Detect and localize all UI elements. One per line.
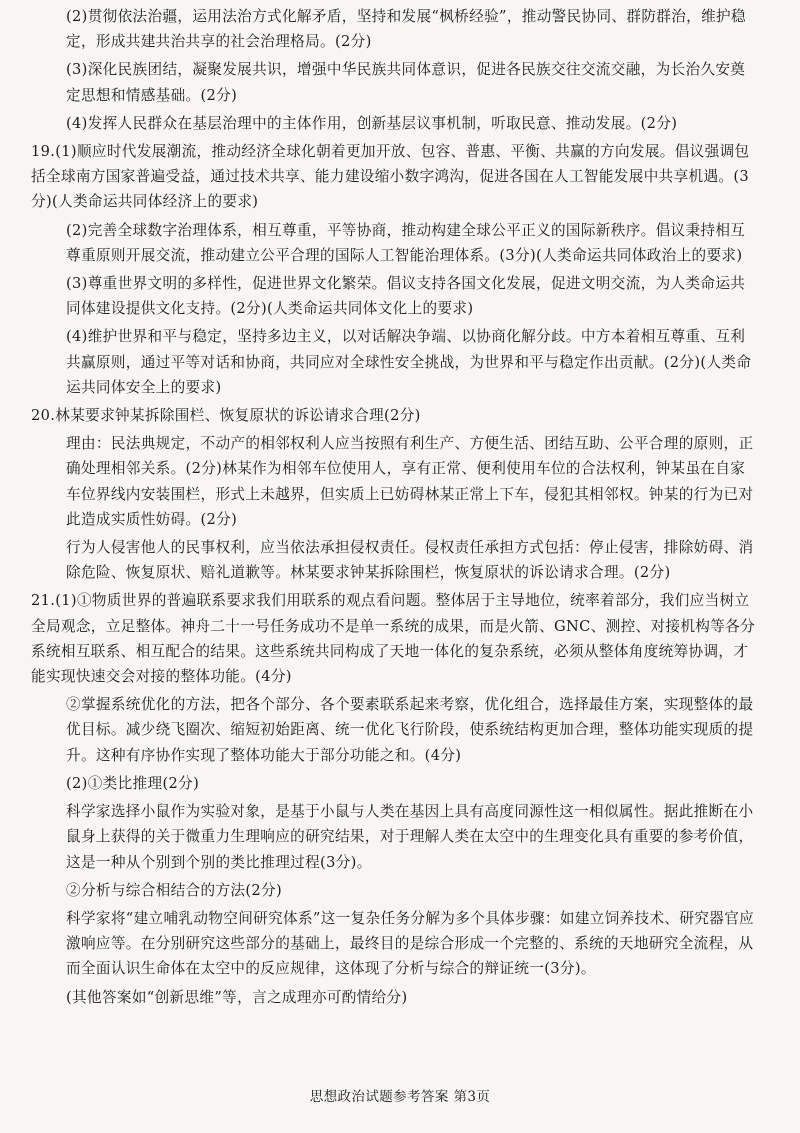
answer-paragraph: (3)深化民族团结，凝聚发展共识，增强中华民族共同体意识，促进各民族交往交流交融，为长治久安奠定思想和情感基础。(2分) (66, 61, 746, 104)
answer-paragraph: 科学家选择小鼠作为实验对象，是基于小鼠与人类在基因上具有高度同源性这一相似属性。据此推断在小鼠身上获得的关于微重力生理响应的研究结果，对于理解人类在太空中的生理变化具有重要的参考价值，这是一种从个别到个别的类比推理过程(3分)。 (66, 803, 754, 871)
answer-paragraph: (2)完善全球数字治理体系，相互尊重，平等协商，推动构建全球公平正义的国际新秩序。倡议秉持相互尊重原则开展交流，推动建立公平合理的国际人工智能治理体系。(3分)(人类命运共同体政治上的要求) (66, 221, 746, 264)
answer-paragraph: 科学家将“建立哺乳动物空间研究体系”这一复杂任务分解为多个具体步骤：如建立饲养技术、研究器官应激响应等。在分别研究这些部分的基础上，最终目的是综合形成一个完整的、系统的天地研究全流程，从而全面认识生命体在太空中的反应规律，这体现了分析与综合的辩证统一(3分)。 (66, 909, 755, 978)
answer-paragraph: 20.林某要求钟某拆除围栏、恢复原状的诉讼请求合理(2分) (31, 407, 421, 425)
answer-paragraph: (2)①类比推理(2分) (66, 774, 200, 792)
answer-paragraph: 19.(1)顺应时代发展潮流，推动经济全球化朝着更加开放、包容、普惠、平衡、共赢的方向发展。倡议强调包括全球南方国家普遍受益，通过技术共享、能力建设缩小数字鸿沟，促进各国在人工智能发展中共享机遇。(3分)(人类命运共同体经济上的要求) (31, 143, 750, 211)
answer-paragraph: (其他答案如“创新思维”等，言之成理亦可酌情给分) (66, 988, 408, 1006)
answer-body (0, 4, 800, 1010)
answer-paragraph: ②掌握系统优化的方法，把各个部分、各个要素联系起来考察，优化组合，选择最佳方案，实现整体的最优目标。减少绕飞圈次、缩短初始距离、统一优化飞行阶段，使系统结构更加合理，整体功能实现质的提升。这种有序协作实现了整体功能大于部分功能之和。(4分) (66, 696, 754, 764)
answer-paragraph: (4)维护世界和平与稳定，坚持多边主义，以对话解决争端、以协商化解分歧。中方本着相互尊重、互利共赢原则，通过平等对话和协商，共同应对全球性安全挑战，为世界和平与稳定作出贡献。(2分)(人类命运共同体安全上的要求) (66, 328, 752, 396)
answer-paragraph: (3)尊重世界文明的多样性，促进世界文化繁荣。倡议支持各国文化发展，促进文明交流，为人类命运共同体建设提供文化支持。(2分)(人类命运共同体文化上的要求) (66, 275, 746, 318)
answer-paragraph: (4)发挥人民群众在基层治理中的主体作用，创新基层议事机制，听取民意、推动发展。(2分) (66, 114, 678, 132)
answer-paragraph: (2)贯彻依法治疆，运用法治方式化解矛盾，坚持和发展“枫桥经验”，推动警民协同、群防群治，维护稳定，形成共建共治共享的社会治理格局。(2分) (66, 8, 746, 51)
answer-paragraph: 行为人侵害他人的民事权利，应当依法承担侵权责任。侵权责任承担方式包括：停止侵害，排除妨碍、消除危险、恢复原状、赔礼道歉等。林某要求钟某拆除围栏，恢复原状的诉讼请求合理。(2分) (66, 539, 754, 582)
answer-paragraph: 21.(1)①物质世界的普遍联系要求我们用联系的观点看问题。整体居于主导地位，统率着部分，我们应当树立全局观念，立足整体。神舟二十一号任务成功不是单一系统的成果，而是火箭、GNC、测控、对接机构等各分系统相互联系、相互配合的结果。这些系统共同构成了天地一体化的复杂系统，必须从整体角度统筹协调，才能实现快速交会对接的整体功能。(4分) (31, 592, 756, 686)
page-footer: 思想政治试题参考答案 第3页 (309, 1089, 491, 1105)
answer-paragraph: ②分析与综合相结合的方法(2分) (66, 881, 282, 899)
answer-paragraph: 理由：民法典规定，不动产的相邻权利人应当按照有利生产、方便生活、团结互助、公平合理的原则，正确处理相邻关系。(2分)林某作为相邻车位使用人，享有正常、便利使用车位的合法权利，钟某虽在自家车位界线内安装围栏，形式上未越界，但实质上已妨碍林某正常上下车，侵犯其相邻权。钟某的行为已对此造成实质性妨碍。(2分) (66, 435, 754, 528)
